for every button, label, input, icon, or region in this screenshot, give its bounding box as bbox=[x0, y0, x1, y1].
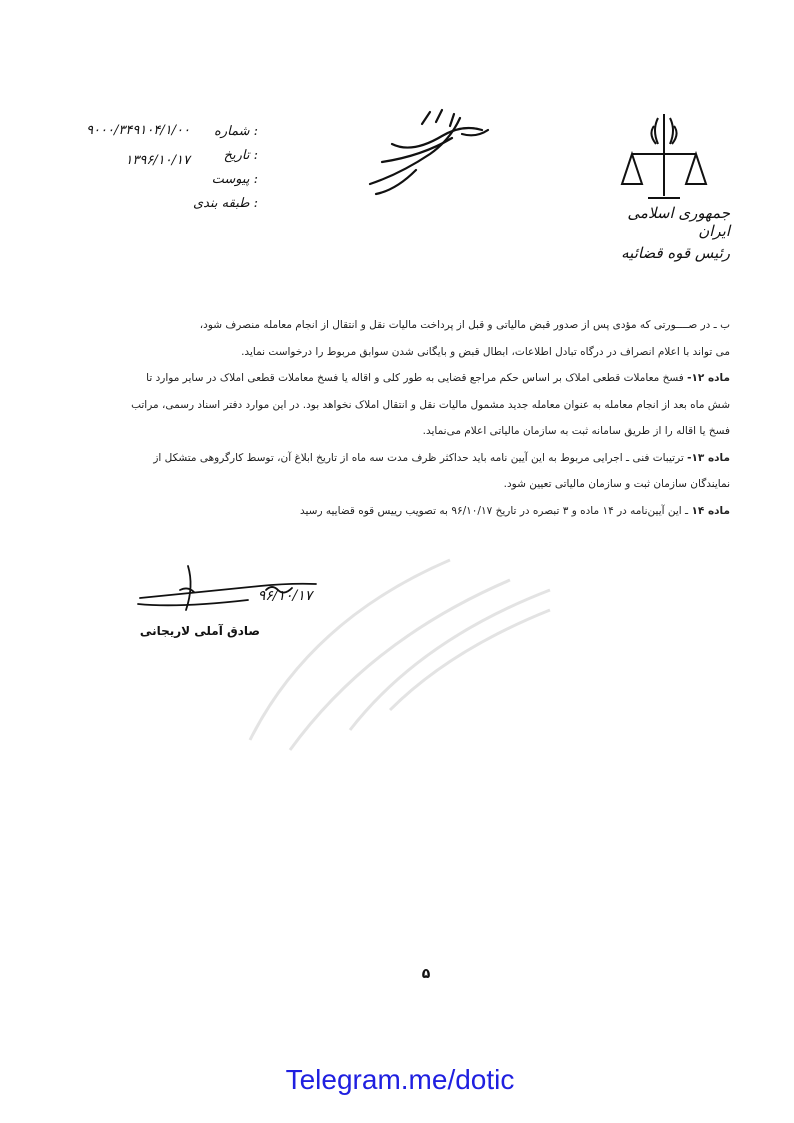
document-body bbox=[122, 312, 730, 524]
number-label: شماره : bbox=[214, 124, 258, 139]
number-value: ۹۰۰۰/۳۴۹۱۰۴/۱/۰۰ bbox=[86, 123, 190, 138]
para-1-line-1: ب ـ در صــــورتی که مؤدی پس از صدور قبض مالیاتی و قبل از پرداخت مالیات نقل و انتقال از انجام معامله منصرف شود، bbox=[199, 319, 730, 331]
iran-emblem-scales-icon bbox=[618, 104, 710, 204]
country-title: جمهوری اسلامی ایران bbox=[627, 204, 730, 240]
article-12-label: ماده ۱۲- bbox=[687, 372, 730, 384]
page-number: ۵ bbox=[421, 966, 431, 982]
article-14-label: ماده ۱۴ bbox=[691, 504, 730, 517]
article-12 bbox=[122, 365, 730, 445]
letter-meta-labels bbox=[188, 120, 258, 216]
office-title: رئیس قوه قضائیه bbox=[621, 244, 730, 262]
para-1-line-2: می تواند با اعلام انصراف در درگاه تبادل اطلاعات، ابطال قبض و بایگانی شدن سوابق مربوط را درخواست نماید. bbox=[241, 345, 730, 358]
article-14 bbox=[122, 498, 730, 525]
date-value: ۱۳۹۶/۱۰/۱۷ bbox=[125, 153, 190, 168]
article-13 bbox=[122, 445, 730, 498]
bismillah-calligraphy bbox=[362, 104, 502, 204]
attachment-label: پیوست : bbox=[211, 172, 258, 187]
date-label: تاریخ : bbox=[223, 148, 258, 163]
classification-label: طبقه بندی : bbox=[192, 196, 258, 211]
article-13-label: ماده ۱۳- bbox=[687, 451, 730, 464]
letter-meta-values bbox=[70, 116, 190, 176]
footer-telegram-link[interactable]: Telegram.me/dotic bbox=[285, 1064, 515, 1095]
article-14-text: ـ این آیین‌نامه در ۱۴ ماده و ۳ تبصره در تاریخ ۹۶/۱۰/۱۷ به تصویب رییس قوه قضاییه رسید bbox=[299, 504, 692, 517]
watermark-logo bbox=[230, 520, 590, 760]
signatory-name: صادق آملی لاریجانی bbox=[139, 624, 260, 638]
signature-date: ۹۶/۱۰/۱۷ bbox=[257, 588, 313, 604]
article-12-text: فسخ معاملات قطعی املاک بر اساس حکم مراجع قضایی به طور کلی و اقاله یا فسخ معاملات قطعی املاک در سایر موارد تا شش ماه بعد از انجام معامله به عنوان معامله جدید مشمول مالیات نقل و انتقال املاک نخواهد بود. در این موارد دفتر اسناد رسمی، مراتب فسخ یا اقاله را از طریق سامانه ثبت به سازمان مالیاتی اعلام می‌نماید. bbox=[131, 372, 730, 437]
article-13-text: ترتیبات فنی ـ اجرایی مربوط به این آیین نامه باید حداکثر ظرف مدت سه ماه از تاریخ ابلاغ آن، توسط کارگروهی متشکل از نمایندگان سازمان ثبت و سازمان مالیاتی تعیین شود. bbox=[153, 451, 730, 490]
